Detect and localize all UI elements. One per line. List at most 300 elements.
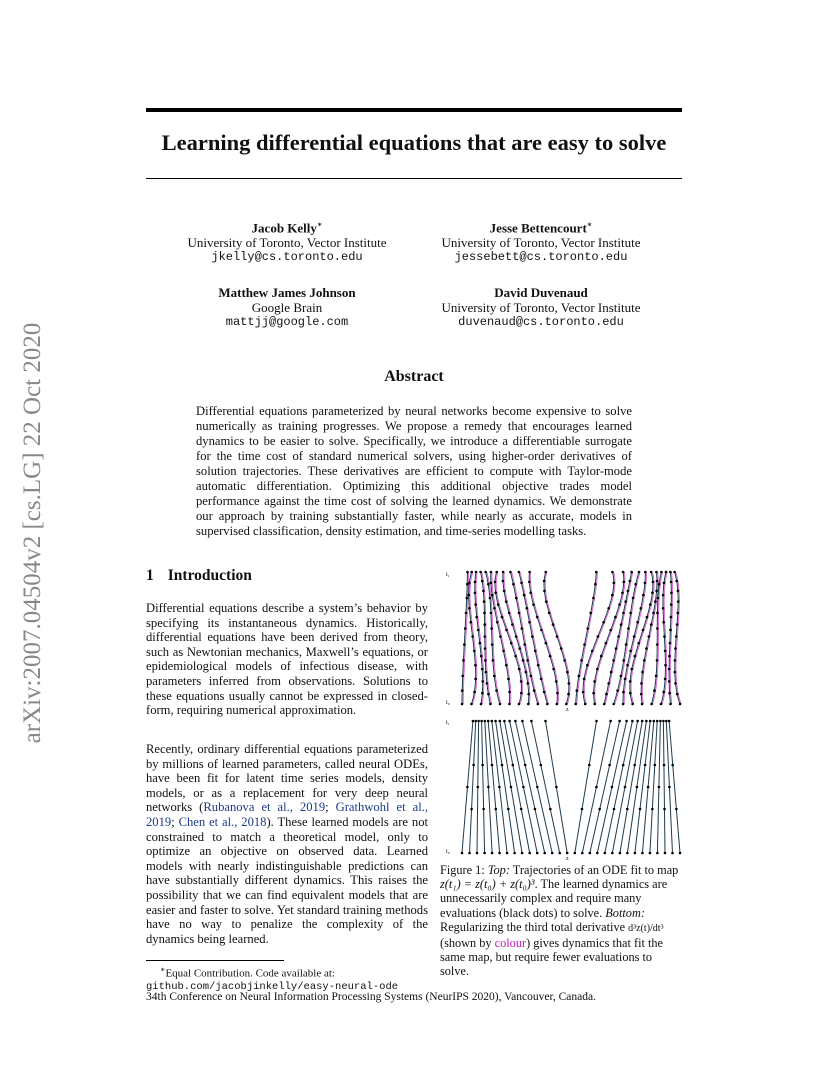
axis-label-z: z	[566, 707, 569, 713]
evaluation-dot	[663, 808, 666, 811]
citation-link[interactable]: Chen et al., 2018	[178, 814, 267, 829]
evaluation-dot	[496, 621, 499, 624]
evaluation-dot	[611, 571, 614, 574]
evaluation-dot	[663, 582, 666, 585]
evaluation-dot	[556, 692, 559, 695]
evaluation-dot	[581, 852, 584, 855]
evaluation-dot	[645, 647, 648, 650]
evaluation-dot	[636, 720, 639, 723]
evaluation-dot	[624, 786, 627, 789]
evaluation-dot	[510, 786, 513, 789]
evaluation-dot	[552, 623, 555, 626]
evaluation-dot	[644, 764, 647, 767]
author-block	[426, 285, 656, 330]
code-url-link[interactable]: github.com/jacobjinkelly/easy-neural-ode	[146, 980, 399, 993]
author-email[interactable]: duvenaud@cs.toronto.edu	[458, 315, 624, 329]
evaluation-dot	[637, 642, 640, 645]
evaluation-dot	[615, 647, 618, 650]
evaluation-dot	[468, 607, 471, 610]
evaluation-dot	[529, 592, 532, 595]
author-affiliation: University of Toronto, Vector Institute	[441, 300, 641, 315]
evaluation-dot	[634, 655, 637, 658]
evaluation-dot	[476, 852, 479, 855]
evaluation-dot	[461, 852, 464, 855]
evaluation-dot	[626, 664, 629, 667]
evaluation-dot	[669, 703, 672, 706]
evaluation-dot	[480, 655, 483, 658]
trajectory-line	[650, 721, 657, 853]
evaluation-dot	[660, 703, 663, 706]
evaluation-dot	[662, 621, 665, 624]
evaluation-dot	[640, 607, 643, 610]
evaluation-dot	[499, 703, 502, 706]
section-number: 1	[146, 567, 154, 584]
evaluation-dot	[501, 616, 504, 619]
evaluation-dot	[636, 786, 639, 789]
evaluation-dot	[507, 808, 510, 811]
evaluation-dot	[605, 642, 608, 645]
axis-label-t1: t₁	[446, 572, 450, 578]
abstract-text: Differential equations parameterized by neural networks become expensive to solve numerically as training progresses. We propose a remedy that encourages learned dynamics to be easier to solve. Specifically, we introduce a differentiable surrogate for the time cost of standard numerical solvers, using higher-order derivatives of solution trajectories. These derivatives are efficient to compute with Taylor-mode automatic differentiation. Optimizing this additional objective trades model performance against the time cost of solving the learned dynamics. We demonstrate our approach by training substantially faster, while nearly as accurate, models in supervised classification, density estimation, and time-series modelling tasks.	[196, 404, 632, 538]
trajectory-line	[482, 721, 485, 853]
evaluation-dot	[652, 612, 655, 615]
evaluation-dot	[466, 597, 469, 600]
evaluation-dot	[622, 659, 625, 662]
abstract-heading: Abstract	[384, 368, 444, 385]
author-affiliation: University of Toronto, Vector Institute	[441, 235, 641, 251]
footnote	[146, 963, 428, 994]
evaluation-dot	[540, 764, 543, 767]
evaluation-dot	[485, 671, 488, 674]
evaluation-dot	[475, 616, 478, 619]
top-panel	[461, 571, 682, 706]
evaluation-dot	[656, 580, 659, 583]
evaluation-dot	[669, 629, 672, 632]
evaluation-dot	[543, 852, 546, 855]
evaluation-dot	[677, 600, 680, 603]
evaluation-dot	[664, 852, 667, 855]
evaluation-dot	[474, 720, 477, 723]
evaluation-dot	[537, 703, 540, 706]
trajectory-line	[590, 721, 620, 853]
evaluation-dot	[556, 635, 559, 638]
intro-paragraph-1	[146, 601, 428, 718]
caption-top-label: Top:	[487, 863, 510, 877]
evaluation-dot	[482, 808, 485, 811]
evaluation-dot	[668, 655, 671, 658]
evaluation-dot	[675, 580, 678, 583]
derivative-line	[512, 572, 539, 704]
evaluation-dot	[627, 627, 630, 630]
evaluation-dot	[636, 621, 639, 624]
evaluation-dot	[523, 643, 526, 646]
paragraph-text	[146, 742, 428, 946]
evaluation-dot	[481, 580, 484, 583]
evaluation-dot	[592, 692, 595, 695]
evaluation-dot	[508, 691, 511, 694]
evaluation-dot	[475, 571, 478, 574]
section-heading	[146, 567, 252, 585]
evaluation-dot	[584, 703, 587, 706]
footnote-mark: ∗	[160, 965, 166, 974]
evaluation-dot	[484, 635, 487, 638]
evaluation-dot	[609, 720, 612, 723]
evaluation-dot	[537, 664, 540, 667]
evaluation-dot	[641, 671, 644, 674]
evaluation-dot	[490, 627, 493, 630]
evaluation-dot	[484, 659, 487, 662]
evaluation-dot	[674, 647, 677, 650]
author-affiliation: University of Toronto, Vector Institute	[187, 235, 387, 251]
arxiv-identifier: arXiv:2007.04504v2 [cs.LG] 22 Oct 2020	[19, 322, 46, 744]
evaluation-dot	[477, 629, 480, 632]
evaluation-dot	[631, 668, 634, 671]
evaluation-dot	[625, 643, 628, 646]
evaluation-dot	[629, 612, 632, 615]
evaluation-dot	[607, 607, 610, 610]
evaluation-dot	[605, 693, 608, 696]
trajectory-line	[663, 721, 665, 853]
evaluation-dot	[589, 852, 592, 855]
evaluation-dot	[468, 582, 471, 585]
author-affiliation: Google Brain	[251, 300, 323, 315]
evaluation-dot	[543, 691, 546, 694]
evaluation-dot	[619, 852, 622, 855]
evaluation-dot	[629, 580, 632, 583]
evaluation-dot	[674, 671, 677, 674]
evaluation-dot	[552, 668, 555, 671]
evaluation-dot	[540, 629, 543, 632]
author-name: Jesse Bettencourt	[489, 220, 587, 236]
evaluation-dot	[598, 808, 601, 811]
evaluation-dot	[482, 590, 485, 593]
evaluation-dot	[566, 852, 569, 855]
evaluation-dot	[593, 703, 596, 706]
evaluation-dot	[655, 571, 658, 574]
citation-link[interactable]: Grathwohl et al., 2019	[146, 800, 428, 829]
evaluation-dot	[643, 659, 646, 662]
evaluation-dot	[665, 720, 668, 723]
author-mark: ∗	[586, 220, 593, 229]
caption-text: ) gives dynamics that fit the same map, but require fewer evaluations to solve.	[440, 936, 664, 979]
evaluation-dot	[549, 655, 552, 658]
evaluation-dot	[595, 720, 598, 723]
evaluation-dot	[622, 571, 625, 574]
footnote-text: Equal Contribution. Code available at:	[165, 967, 335, 980]
evaluation-dot	[503, 720, 506, 723]
evaluation-dot	[650, 703, 653, 706]
evaluation-dot	[545, 642, 548, 645]
evaluation-dot	[530, 675, 533, 678]
evaluation-dot	[624, 678, 627, 681]
author-email[interactable]: mattjj@google.com	[225, 315, 349, 329]
title-rule	[146, 178, 682, 179]
evaluation-dot	[670, 616, 673, 619]
evaluation-dot	[484, 571, 487, 574]
evaluation-dot	[565, 703, 568, 706]
evaluation-dot	[675, 635, 678, 638]
evaluation-dot	[491, 643, 494, 646]
evaluation-dot	[498, 852, 501, 855]
evaluation-dot	[626, 852, 629, 855]
evaluation-dot	[470, 808, 473, 811]
trajectory-line	[661, 572, 666, 704]
evaluation-dot	[639, 808, 642, 811]
evaluation-dot	[494, 720, 497, 723]
evaluation-dot	[582, 691, 585, 694]
evaluation-dot	[627, 590, 630, 593]
evaluation-dot	[473, 691, 476, 694]
evaluation-dot	[566, 671, 569, 674]
evaluation-dot	[486, 682, 489, 685]
evaluation-dot	[611, 786, 614, 789]
evaluation-dot	[483, 852, 486, 855]
evaluation-dot	[610, 671, 613, 674]
evaluation-dot	[662, 607, 665, 610]
evaluation-dot	[580, 659, 583, 662]
evaluation-dot	[576, 689, 579, 692]
evaluation-dot	[481, 692, 484, 695]
trajectory-line	[605, 721, 633, 853]
evaluation-dot	[487, 583, 490, 586]
author-block	[426, 217, 656, 265]
trajectory-line	[504, 721, 529, 853]
evaluation-dot	[641, 852, 644, 855]
evaluation-dot	[644, 582, 647, 585]
evaluation-dot	[491, 852, 494, 855]
venue-line: 34th Conference on Neural Information Processing Systems (NeurIPS 2020), Vancouver, Canada.	[146, 991, 596, 1003]
evaluation-dot	[662, 594, 665, 597]
evaluation-dot	[522, 659, 525, 662]
derivative-line	[584, 572, 615, 704]
evaluation-dot	[487, 693, 490, 696]
evaluation-dot	[536, 852, 539, 855]
evaluation-dot	[622, 612, 625, 615]
evaluation-dot	[502, 571, 505, 574]
evaluation-dot	[495, 689, 498, 692]
figure-caption	[440, 863, 684, 979]
evaluation-dot	[653, 689, 656, 692]
evaluation-dot	[676, 693, 679, 696]
evaluation-dot	[613, 808, 616, 811]
evaluation-dot	[514, 655, 517, 658]
evaluation-dot	[640, 693, 643, 696]
evaluation-dot	[609, 629, 612, 632]
evaluation-dot	[544, 571, 547, 574]
evaluation-dot	[647, 786, 650, 789]
evaluation-dot	[524, 764, 527, 767]
evaluation-dot	[520, 692, 523, 695]
evaluation-dot	[604, 852, 607, 855]
evaluation-dot	[463, 643, 466, 646]
evaluation-dot	[467, 594, 470, 597]
evaluation-dot	[654, 764, 657, 767]
evaluation-dot	[586, 627, 589, 630]
evaluation-dot	[560, 647, 563, 650]
evaluation-dot	[472, 720, 475, 723]
citation-separator: ;	[171, 814, 179, 829]
evaluation-dot	[498, 786, 501, 789]
paragraph-text-b: ). These learned models are not constrained to match a theoretical model, only to optimize an objective on observed data. Learned models with nearly indistinguishable predictions can have substantially different dynamics. This raises the possibility that we can find equivalent models that are easier and faster to solve. Yet standard training methods have no way to penalize the complexity of the dynamics being learned.	[146, 814, 428, 946]
evaluation-dot	[499, 635, 502, 638]
citation-link[interactable]: Rubanova et al., 2019	[203, 800, 326, 815]
evaluation-dot	[589, 612, 592, 615]
evaluation-dot	[629, 692, 632, 695]
evaluation-dot	[474, 664, 477, 667]
author-block	[172, 285, 402, 330]
evaluation-dot	[477, 786, 480, 789]
evaluation-dot	[612, 659, 615, 662]
evaluation-dot	[514, 720, 517, 723]
evaluation-dot	[656, 643, 659, 646]
evaluation-dot	[632, 597, 635, 600]
evaluation-dot	[470, 571, 473, 574]
evaluation-dot	[652, 581, 655, 584]
caption-colour-word: colour	[494, 936, 527, 951]
evaluation-dot	[649, 720, 652, 723]
evaluation-dot	[518, 647, 521, 650]
evaluation-dot	[464, 627, 467, 630]
evaluation-dot	[495, 808, 498, 811]
evaluation-dot	[618, 603, 621, 606]
evaluation-dot	[595, 786, 598, 789]
evaluation-dot	[548, 612, 551, 615]
evaluation-dot	[622, 691, 625, 694]
evaluation-dot	[679, 703, 682, 706]
evaluation-dot	[674, 682, 677, 685]
evaluation-dot	[477, 720, 480, 723]
evaluation-dot	[641, 720, 644, 723]
derivative-line	[463, 572, 468, 704]
evaluation-dot	[608, 764, 611, 767]
caption-equation: z(t₁) = z(t₀) + z(t₀)³	[440, 877, 535, 892]
evaluation-dot	[665, 571, 668, 574]
evaluation-dot	[536, 616, 539, 619]
evaluation-dot	[512, 764, 515, 767]
evaluation-dot	[465, 612, 468, 615]
evaluation-dot	[677, 590, 680, 593]
author-email[interactable]: jessebett@cs.toronto.edu	[454, 250, 628, 265]
axis-label-t0: t₀	[446, 700, 450, 706]
evaluation-dot	[586, 664, 589, 667]
trajectory-line	[470, 721, 476, 853]
evaluation-dot	[630, 571, 633, 574]
evaluation-dot	[659, 720, 662, 723]
evaluation-dot	[655, 590, 658, 593]
evaluation-dot	[479, 642, 482, 645]
evaluation-dot	[520, 808, 523, 811]
evaluation-dot	[676, 623, 679, 626]
evaluation-dot	[650, 571, 653, 574]
evaluation-dot	[662, 691, 665, 694]
evaluation-dot	[505, 629, 508, 632]
evaluation-dot	[491, 764, 494, 767]
evaluation-dot	[555, 680, 558, 683]
evaluation-dot	[642, 594, 645, 597]
evaluation-dot	[527, 682, 530, 685]
caption-bottom-label: Bottom:	[605, 905, 645, 920]
evaluation-dot	[515, 635, 518, 638]
evaluation-dot	[501, 764, 504, 767]
evaluation-dot	[474, 581, 477, 584]
evaluation-dot	[644, 571, 647, 574]
evaluation-dot	[583, 643, 586, 646]
evaluation-dot	[670, 603, 673, 606]
evaluation-dot	[629, 650, 632, 653]
evaluation-dot	[617, 635, 620, 638]
trajectory-line	[515, 721, 544, 853]
evaluation-dot	[461, 703, 464, 706]
evaluation-dot	[484, 647, 487, 650]
evaluation-dot	[515, 597, 518, 600]
evaluation-dot	[481, 668, 484, 671]
evaluation-dot	[656, 627, 659, 630]
evaluation-dot	[490, 582, 493, 585]
evaluation-dot	[611, 594, 614, 597]
evaluation-dot	[581, 808, 584, 811]
author-block	[172, 217, 402, 265]
evaluation-dot	[624, 600, 627, 603]
evaluation-dot	[612, 703, 615, 706]
evaluation-dot	[650, 623, 653, 626]
caption-text: Trajectories of an ODE fit to map	[512, 863, 679, 877]
evaluation-dot	[545, 600, 548, 603]
evaluation-dot	[663, 764, 666, 767]
evaluation-dot	[461, 689, 464, 692]
bottom-panel	[461, 720, 682, 855]
evaluation-dot	[491, 720, 494, 723]
caption-derivative: d³z(t)/dt³	[628, 922, 664, 934]
evaluation-dot	[543, 580, 546, 583]
evaluation-dot	[471, 635, 474, 638]
evaluation-dot	[506, 852, 509, 855]
evaluation-dot	[527, 693, 530, 696]
evaluation-dot	[623, 581, 626, 584]
evaluation-dot	[583, 678, 586, 681]
evaluation-dot	[616, 689, 619, 692]
evaluation-dot	[513, 852, 516, 855]
evaluation-dot	[509, 571, 512, 574]
evaluation-dot	[614, 616, 617, 619]
evaluation-dot	[520, 582, 523, 585]
evaluation-dot	[668, 720, 671, 723]
evaluation-dot	[592, 597, 595, 600]
evaluation-dot	[483, 623, 486, 626]
evaluation-dot	[484, 720, 487, 723]
author-email[interactable]: jkelly@cs.toronto.edu	[211, 250, 363, 265]
evaluation-dot	[633, 764, 636, 767]
evaluation-dot	[656, 612, 659, 615]
axis-label-t0: t₀	[446, 849, 450, 855]
author-name: Jacob Kelly	[251, 220, 317, 236]
evaluation-dot	[480, 703, 483, 706]
evaluation-dot	[472, 764, 475, 767]
evaluation-dot	[544, 720, 547, 723]
evaluation-dot	[671, 764, 674, 767]
caption-text: . The learned dynamics are unnecessarily complex and require many evaluations (black dots) to solve.	[440, 877, 668, 920]
evaluation-dot	[530, 720, 533, 723]
evaluation-dot	[649, 603, 652, 606]
evaluation-dot	[490, 612, 493, 615]
evaluation-dot	[656, 852, 659, 855]
evaluation-dot	[595, 571, 598, 574]
evaluation-dot	[528, 581, 531, 584]
author-mark: ∗	[316, 220, 323, 229]
evaluation-dot	[493, 675, 496, 678]
evaluation-dot	[634, 583, 637, 586]
evaluation-dot	[631, 720, 634, 723]
author-name: Matthew James Johnson	[218, 285, 356, 300]
